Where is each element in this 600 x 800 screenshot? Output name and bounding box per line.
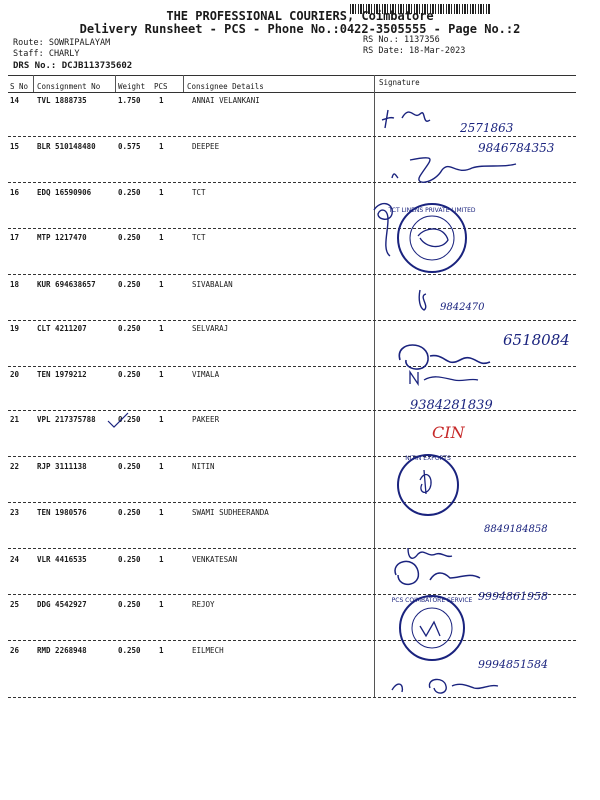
row-sno: 19 [10, 324, 20, 333]
row-sno: 25 [10, 600, 20, 609]
row-weight: 0.250 [118, 646, 141, 655]
column-header-consignee: Consignee Details [187, 82, 264, 91]
document-title: THE PROFESSIONAL COURIERS, Coimbatore [166, 9, 434, 23]
row-sno: 26 [10, 646, 20, 655]
row-pcs: 1 [159, 96, 164, 105]
row-sno: 23 [10, 508, 20, 517]
row-consignee: ANNAI VELANKANI [192, 96, 260, 105]
row-sno: 20 [10, 370, 20, 379]
row-consignee: REJOY [192, 600, 215, 609]
handwritten-signature [392, 158, 516, 183]
row-pcs: 1 [159, 280, 164, 289]
rs-date: RS Date: 18-Mar-2023 [363, 46, 466, 56]
row-consignee: DEEPEE [192, 142, 220, 151]
row-sno: 14 [10, 96, 20, 105]
row-consignee: VENKATESAN [192, 555, 238, 564]
row-consignment: EDQ 16590906 [37, 188, 92, 197]
handwritten-phone: 9994851584 [478, 658, 548, 671]
row-sno: 21 [10, 415, 20, 424]
staff-label: Staff: CHARLY [13, 49, 80, 59]
row-sno: 22 [10, 462, 20, 471]
column-header-signature: Signature [379, 78, 420, 87]
row-sno: 17 [10, 233, 20, 242]
row-pcs: 1 [159, 324, 164, 333]
row-consignee: TCT [192, 233, 206, 242]
row-weight: 0.250 [118, 415, 141, 424]
row-pcs: 1 [159, 188, 164, 197]
row-pcs: 1 [159, 508, 164, 517]
handwritten-phone: 9842470 [440, 302, 485, 313]
row-weight: 0.250 [118, 508, 141, 517]
row-pcs: 1 [159, 462, 164, 471]
route-label: Route: SOWRIPALAYAM [13, 38, 111, 48]
row-pcs: 1 [159, 415, 164, 424]
stamp-text: TCT LINENS PRIVATE LIMITED [388, 207, 476, 214]
row-sno: 24 [10, 555, 20, 564]
row-weight: 0.250 [118, 555, 141, 564]
handwritten-phone: 8849184858 [484, 524, 548, 535]
column-header-pcs: PCS [154, 82, 168, 91]
handwritten-phone: 9384281839 [410, 398, 493, 413]
row-sno: 18 [10, 280, 20, 289]
row-weight: 0.250 [118, 600, 141, 609]
handwritten-phone: 6518084 [503, 331, 570, 349]
handwritten-signature [399, 345, 490, 369]
column-header-consignment: Consignment No [37, 82, 101, 91]
handwritten-signature [392, 679, 498, 693]
handwritten-initials: CIN [432, 423, 465, 442]
handwritten-phone: 9994861958 [478, 590, 548, 603]
row-consignee: PAKEER [192, 415, 220, 424]
row-pcs: 1 [159, 600, 164, 609]
row-consignment: KUR 694638657 [37, 280, 96, 289]
row-consignment: CLT 4211207 [37, 324, 87, 333]
row-weight: 0.250 [118, 188, 141, 197]
row-consignment: TEN 1980576 [37, 508, 87, 517]
row-sno: 15 [10, 142, 20, 151]
row-weight: 0.250 [118, 370, 141, 379]
handwritten-signature [408, 548, 452, 558]
company-stamp [398, 455, 458, 515]
stamp-text: NITIN EXPORTS [405, 455, 451, 462]
row-consignee: SWAMI SUDHEERANDA [192, 508, 269, 517]
row-consignee: TCT [192, 188, 206, 197]
handwritten-signature [419, 290, 426, 310]
column-header-weight: Weight [118, 82, 146, 91]
column-header-sno: S No [10, 82, 29, 91]
row-consignee: NITIN [192, 462, 215, 471]
row-pcs: 1 [159, 142, 164, 151]
document-subtitle: Delivery Runsheet - PCS - Phone No.:0422-3505555 - Page No.:2 [79, 22, 521, 36]
drs-number: DRS No.: DCJB113735602 [13, 61, 133, 71]
row-consignment: DDG 4542927 [37, 600, 87, 609]
row-consignment: MTP 1217470 [37, 233, 87, 242]
handwritten-signature [410, 372, 478, 384]
row-weight: 0.250 [118, 280, 141, 289]
rs-number: RS No.: 1137356 [363, 35, 440, 45]
row-consignment: VLR 4416535 [37, 555, 87, 564]
row-consignee: EILMECH [192, 646, 224, 655]
row-pcs: 1 [159, 646, 164, 655]
handwritten-signature [382, 110, 430, 128]
row-consignment: RMD 2268948 [37, 646, 87, 655]
row-consignment: VPL 217375788 [37, 415, 96, 424]
handwritten-phone: 2571863 [460, 121, 514, 135]
stamp-text: PCS COIMBATORE SERVICE [391, 597, 473, 604]
row-consignment: RJP 3111138 [37, 462, 87, 471]
row-consignee: VIMALA [192, 370, 220, 379]
row-weight: 1.750 [118, 96, 141, 105]
company-stamp [398, 204, 466, 272]
row-consignee: SELVARAJ [192, 324, 229, 333]
row-weight: 0.250 [118, 462, 141, 471]
row-sno: 16 [10, 188, 20, 197]
row-consignment: TVL 1888735 [37, 96, 87, 105]
row-pcs: 1 [159, 555, 164, 564]
company-stamp [400, 596, 464, 660]
row-weight: 0.250 [118, 324, 141, 333]
row-pcs: 1 [159, 233, 164, 242]
check-mark [108, 413, 128, 427]
row-weight: 0.250 [118, 233, 141, 242]
row-weight: 0.575 [118, 142, 141, 151]
handwritten-phone: 9846784353 [478, 141, 555, 155]
row-consignee: SIVABALAN [192, 280, 233, 289]
handwritten-signature [395, 561, 480, 584]
row-consignment: TEN 1979212 [37, 370, 87, 379]
row-consignment: BLR 510148480 [37, 142, 96, 151]
row-pcs: 1 [159, 370, 164, 379]
